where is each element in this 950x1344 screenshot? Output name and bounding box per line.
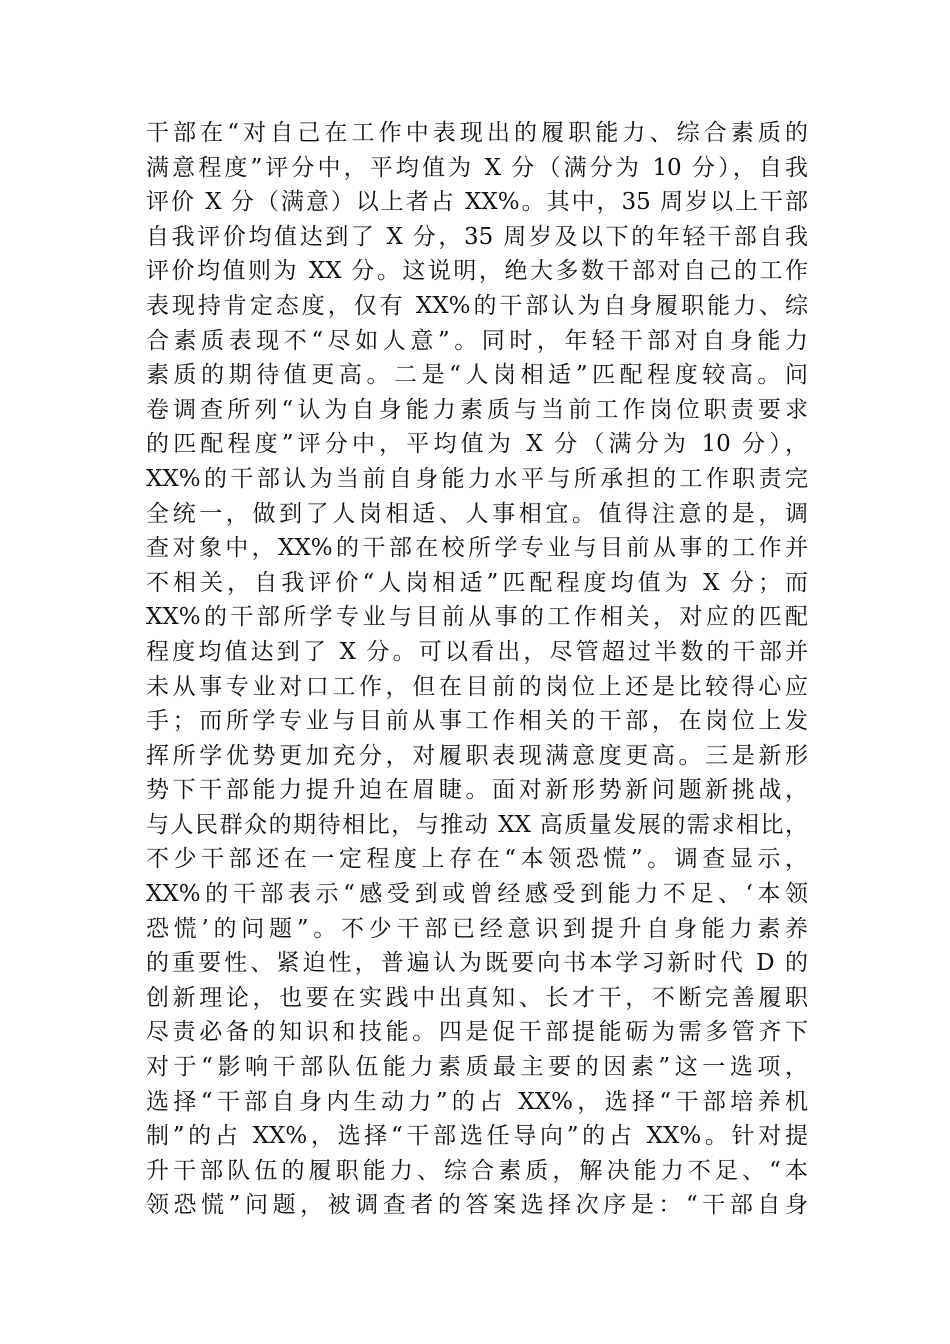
text-line: 领恐慌”问题，被调查者的答案选择次序是：“干部自身 (146, 1192, 808, 1219)
text-line: 不相关，自我评价“人岗相适”匹配程度均值为 X 分；而 (146, 569, 808, 596)
text-line: XX%的干部表示“感受到或曾经感受到能力不足、‘本领 (146, 881, 809, 908)
text-line: 的重要性、紧迫性，普遍认为既要向书本学习新时代 D 的 (146, 950, 808, 977)
text-line: 的匹配程度”评分中，平均值为 X 分（满分为 10 分）， (146, 431, 808, 458)
text-line: 素质的期待值更高。二是“人岗相适”匹配程度较高。问 (146, 362, 808, 389)
text-line: 查对象中，XX%的干部在校所学专业与目前从事的工作并 (146, 535, 808, 562)
text-line: XX%的干部认为当前自身能力水平与所承担的工作职责完 (146, 465, 808, 492)
text-line: 制”的占 XX%，选择“干部选任导向”的占 XX%。针对提 (146, 1123, 808, 1150)
text-line: 挥所学优势更加充分，对履职表现满意度更高。三是新形 (146, 742, 808, 769)
text-line: 合素质表现不“尽如人意”。同时，年轻干部对自身能力 (146, 327, 808, 354)
text-line: 未从事专业对口工作，但在目前的岗位上还是比较得心应 (146, 673, 808, 700)
text-line: 尽责必备的知识和技能。四是促干部提能砺为需多管齐下 (146, 1019, 808, 1046)
text-line: 升干部队伍的履职能力、综合素质，解决能力不足、“本 (146, 1157, 808, 1184)
text-line: 势下干部能力提升迫在眉睫。面对新形势新问题新挑战， (146, 777, 808, 804)
text-line: 满意程度”评分中，平均值为 X 分（满分为 10 分），自我 (146, 154, 808, 181)
text-line: 表现持肯定态度，仅有 XX%的干部认为自身履职能力、综 (146, 292, 808, 319)
text-line: 不少干部还在一定程度上存在“本领恐慌”。调查显示， (146, 846, 808, 873)
text-line: 评价均值则为 XX 分。这说明，绝大多数干部对自己的工作 (146, 258, 808, 285)
text-line: XX%的干部所学专业与目前从事的工作相关，对应的匹配 (146, 604, 808, 631)
text-line: 选择“干部自身内生动力”的占 XX%，选择“干部培养机 (146, 1088, 808, 1115)
text-line: 程度均值达到了 X 分。可以看出，尽管超过半数的干部并 (146, 638, 808, 665)
text-line: 与人民群众的期待相比，与推动 XX 高质量发展的需求相比， (146, 811, 808, 838)
text-line: 全统一，做到了人岗相适、人事相宜。值得注意的是，调 (146, 500, 808, 527)
text-line: 卷调查所列“认为自身能力素质与当前工作岗位职责要求 (146, 396, 808, 423)
text-line: 对于“影响干部队伍能力素质最主要的因素”这一选项， (146, 1054, 808, 1081)
text-line: 干部在“对自己在工作中表现出的履职能力、综合素质的 (146, 120, 808, 146)
text-line: 创新理论，也要在实践中出真知、长才干，不断完善履职 (146, 984, 808, 1011)
text-line: 手；而所学专业与目前从事工作相关的干部，在岗位上发 (146, 708, 808, 735)
text-line: 评价 X 分（满意）以上者占 XX%。其中，35 周岁以上干部 (146, 189, 808, 216)
body-paragraph (146, 116, 808, 1223)
text-line: 恐慌’的问题”。不少干部已经意识到提升自身能力素养 (146, 915, 808, 942)
text-line: 自我评价均值达到了 X 分，35 周岁及以下的年轻干部自我 (146, 223, 808, 250)
